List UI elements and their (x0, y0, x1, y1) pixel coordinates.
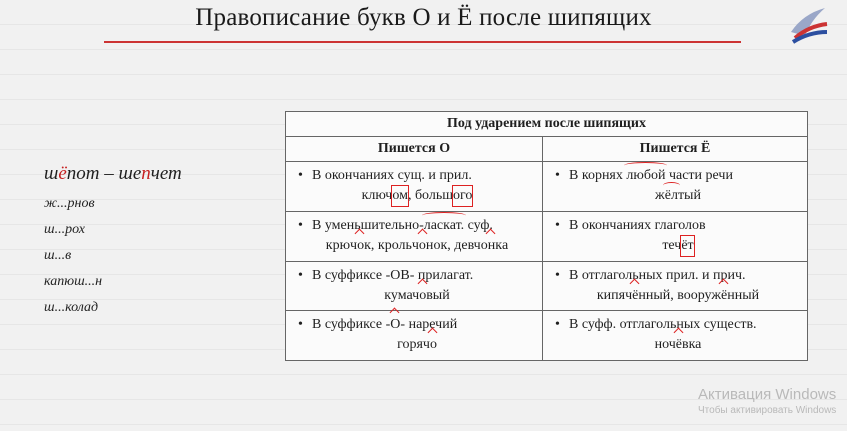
example-words-column (44, 163, 182, 321)
accent-letter: п (141, 163, 151, 184)
rule-cell: • В суффиксе -О- наречий горячо (286, 311, 543, 361)
rules-table (285, 111, 808, 361)
suffix-mark: о (419, 286, 426, 306)
root-mark: любой (626, 166, 665, 186)
rule-cell: • В окончаниях сущ. и прил. ключом, большого (286, 162, 543, 212)
slide-title: Правописание букв О и Ё после шипящих (195, 4, 652, 31)
rule-cell: • В окончаниях глаголов течёт (543, 211, 808, 261)
ending-mark: ом (392, 186, 408, 206)
suffix-mark: О (390, 315, 400, 335)
ending-mark: ого (453, 186, 472, 206)
example-word: ш...рох (44, 222, 86, 237)
rule-cell: • В суффиксе -ОВ- прилагат. кумачовый (286, 261, 543, 311)
windows-activation-watermark (698, 386, 836, 416)
suffix-mark: чон (412, 236, 434, 256)
ending-mark: ёт (681, 236, 693, 256)
logo-icon (783, 2, 831, 46)
rule-cell: • В отглагольных прил. и прич. кипячённый, вооружённый (543, 261, 808, 311)
rule-cell: • В корнях любой части речи жёлтый (543, 162, 808, 212)
watermark-title: Активация Windows (698, 386, 837, 403)
rule-cell: • В уменьшительно-ласкат. суф. крючок, крольчонок, девчонка (286, 211, 543, 261)
accent-letter: ё (58, 163, 67, 184)
watermark-subtitle: Чтобы активировать Windows (698, 405, 837, 416)
column-header-yo: Пишется Ё (543, 137, 808, 162)
table-header: Под ударением после шипящих (286, 112, 808, 137)
suffix-mark: ё (632, 286, 638, 306)
suffix-mark: о (430, 335, 437, 355)
root-mark: ёл (665, 186, 678, 206)
suffix-mark: ё (721, 286, 727, 306)
suffix-mark: ласкат. (424, 216, 464, 236)
suffix-mark: ё (676, 335, 682, 355)
rule-cell: • В суфф. отглагольных существ. ночёвка (543, 311, 808, 361)
example-heading: шёпот – шепчет (44, 163, 182, 184)
example-word: ж...рнов (44, 196, 95, 211)
column-header-o: Пишется О (286, 137, 543, 162)
example-word: ш...в (44, 248, 72, 263)
example-word: ш...колад (44, 300, 99, 315)
example-word: капюш...н (44, 274, 103, 289)
suffix-mark: чок (350, 236, 371, 256)
title-underline (104, 41, 741, 43)
suffix-mark: онк (481, 236, 502, 256)
